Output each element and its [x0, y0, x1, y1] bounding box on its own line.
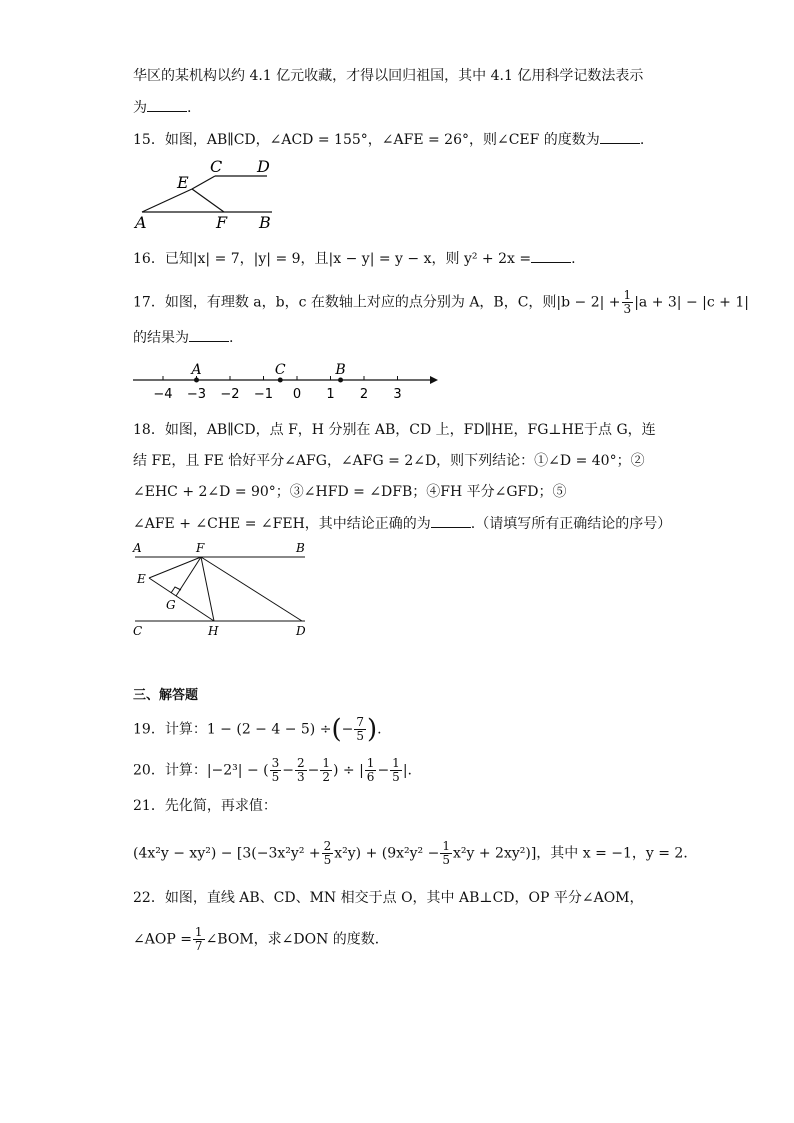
axis-point-C: [278, 378, 283, 383]
q15-line-ef: [192, 189, 224, 212]
q18-label-f: F: [196, 541, 205, 555]
q18-line-fg: [176, 557, 201, 596]
q17-line2: [133, 328, 233, 348]
q15-label-f: F: [216, 213, 228, 232]
q15-end: .: [639, 132, 645, 148]
number-line: [130, 357, 440, 402]
q18-line4-post: .（请填写所有正确结论的序号）: [470, 516, 672, 532]
axis-tick-label: 0: [292, 387, 302, 402]
q15-figure: [132, 155, 282, 235]
axis-point-label-A: A: [191, 362, 202, 378]
q16-line: [133, 249, 576, 269]
q17-fraction: $\frac{1}{3}$: [623, 288, 632, 316]
q18-line4-pre: ∠AFE + ∠CHE = ∠FEH，其中结论正确的为: [133, 516, 431, 532]
q19-pre: 19．计算：1 − (2 − 4 − 5) ÷: [133, 721, 332, 738]
q14-answer-blank[interactable]: [147, 99, 187, 112]
q18-line-fd: [201, 557, 302, 621]
q15-label-d: D: [257, 157, 270, 176]
q18-label-e: E: [137, 572, 146, 586]
axis-tick-label: −2: [220, 387, 240, 402]
q14-end: .: [187, 100, 192, 116]
q20-pre: 20．计算：|−2³| − (: [133, 762, 269, 779]
q18-line4: [133, 514, 671, 534]
q17-answer-blank[interactable]: [189, 329, 229, 342]
axis-tick-label: 1: [326, 387, 335, 402]
q16-end: .: [571, 251, 576, 267]
q16-text: 16．已知|x| = 7，|y| = 9，且|x − y| = y − x，则 y² + 2x =: [133, 251, 532, 267]
q18-label-b: B: [296, 541, 305, 555]
q18-line1: 18．如图，AB∥CD，点 F，H 分别在 AB，CD 上，FD∥HE，FG⊥HE于点 G，连: [133, 422, 656, 438]
q15-label-e: E: [177, 173, 189, 192]
q14-line2: [133, 98, 191, 118]
q15-label-b: B: [259, 213, 271, 232]
q18-label-h: H: [208, 624, 219, 638]
q18-answer-blank[interactable]: [431, 515, 471, 528]
q15-num: 15．如图，: [133, 132, 207, 148]
q20-mid: ) ÷ |: [332, 762, 364, 779]
q15-line-ae: [142, 189, 192, 212]
q14-pre: 为: [133, 100, 147, 116]
q18-line-eh: [149, 578, 214, 621]
q18-line-fe: [149, 557, 201, 578]
section-title: 三、解答题: [133, 688, 199, 703]
q17-line2-text: 的结果为: [133, 330, 189, 346]
q18-figure: [130, 538, 320, 643]
q21-title: 21．先化简，再求值：: [133, 798, 277, 814]
q22-fraction: $\frac{1}{7}$: [194, 925, 203, 953]
axis-point-label-B: B: [335, 362, 346, 378]
q17-end: .: [229, 330, 234, 346]
q17-line1: [133, 289, 749, 316]
q20-line: 20．计算：|−2³| − ( $\frac{3}{5}$ − $\frac{2}{3}$ − $\frac{1}{2}$ ) ÷ | $\frac{1}{6}$ − $\frac{1}{5}$ |.: [133, 756, 412, 784]
q15-text: AB∥CD，∠ACD = 155°，∠AFE = 26°，则∠CEF 的度数为: [206, 132, 600, 148]
q15-label-a: A: [135, 213, 147, 232]
q22-line1: 22．如图，直线 AB、CD、MN 相交于点 O，其中 AB⊥CD，OP 平分∠AOM，: [133, 890, 644, 906]
q17-tail: |a + 3| − |c + 1|: [634, 294, 749, 311]
q18-label-d: D: [296, 624, 306, 638]
q19-fraction: $\frac{7}{5}$: [356, 715, 364, 743]
axis-tick-label: 3: [393, 387, 402, 402]
axis-tick-label: 2: [359, 387, 369, 402]
q14-line1: 华区的某机构以约 4.1 亿元收藏，才得以回归祖国，其中 4.1 亿用科学记数法表示: [133, 68, 644, 84]
q15-line-ec: [192, 176, 215, 189]
q21-expression: (4x²y − xy²) − [3(−3x²y² + $\frac{2}{5}$ x²y) + (9x²y² − $\frac{1}{5}$ x²y + 2xy²)]，其中 x = −1，y = 2．: [133, 839, 698, 867]
q16-answer-blank[interactable]: [531, 250, 571, 263]
q17-text: 17．如图，有理数 a，b，c 在数轴上对应的点分别为 A，B，C，则|b − 2| +: [133, 294, 621, 311]
q18-label-c: C: [133, 624, 143, 638]
axis-point-B: [338, 378, 343, 383]
q18-label-a: A: [133, 541, 142, 555]
q18-line-fh: [201, 557, 214, 621]
q22-line2: ∠AOP = $\frac{1}{7}$ ∠BOM，求∠DON 的度数．: [133, 925, 389, 953]
axis-tick-label: −4: [153, 387, 173, 402]
q19-line: 19．计算：1 − (2 − 4 − 5) ÷(− $\frac{7}{5}$ ).: [133, 714, 382, 745]
q15-answer-blank[interactable]: [600, 131, 640, 144]
axis-tick-label: −1: [253, 387, 274, 402]
axis-tick-label: −3: [186, 387, 207, 402]
axis-point-label-C: C: [274, 362, 286, 378]
q18-line3: ∠EHC + 2∠D = 90°；③∠HFD = ∠DFB；④FH 平分∠GFD；⑤: [133, 484, 567, 500]
q15-label-c: C: [210, 157, 223, 176]
q18-label-g: G: [166, 598, 176, 612]
q18-line2: 结 FE，且 FE 恰好平分∠AFG，∠AFG = 2∠D，则下列结论：①∠D = 40°；②: [133, 453, 645, 469]
q15-line: [133, 130, 644, 150]
axis-arrow: [430, 376, 438, 384]
axis-point-A: [194, 378, 199, 383]
